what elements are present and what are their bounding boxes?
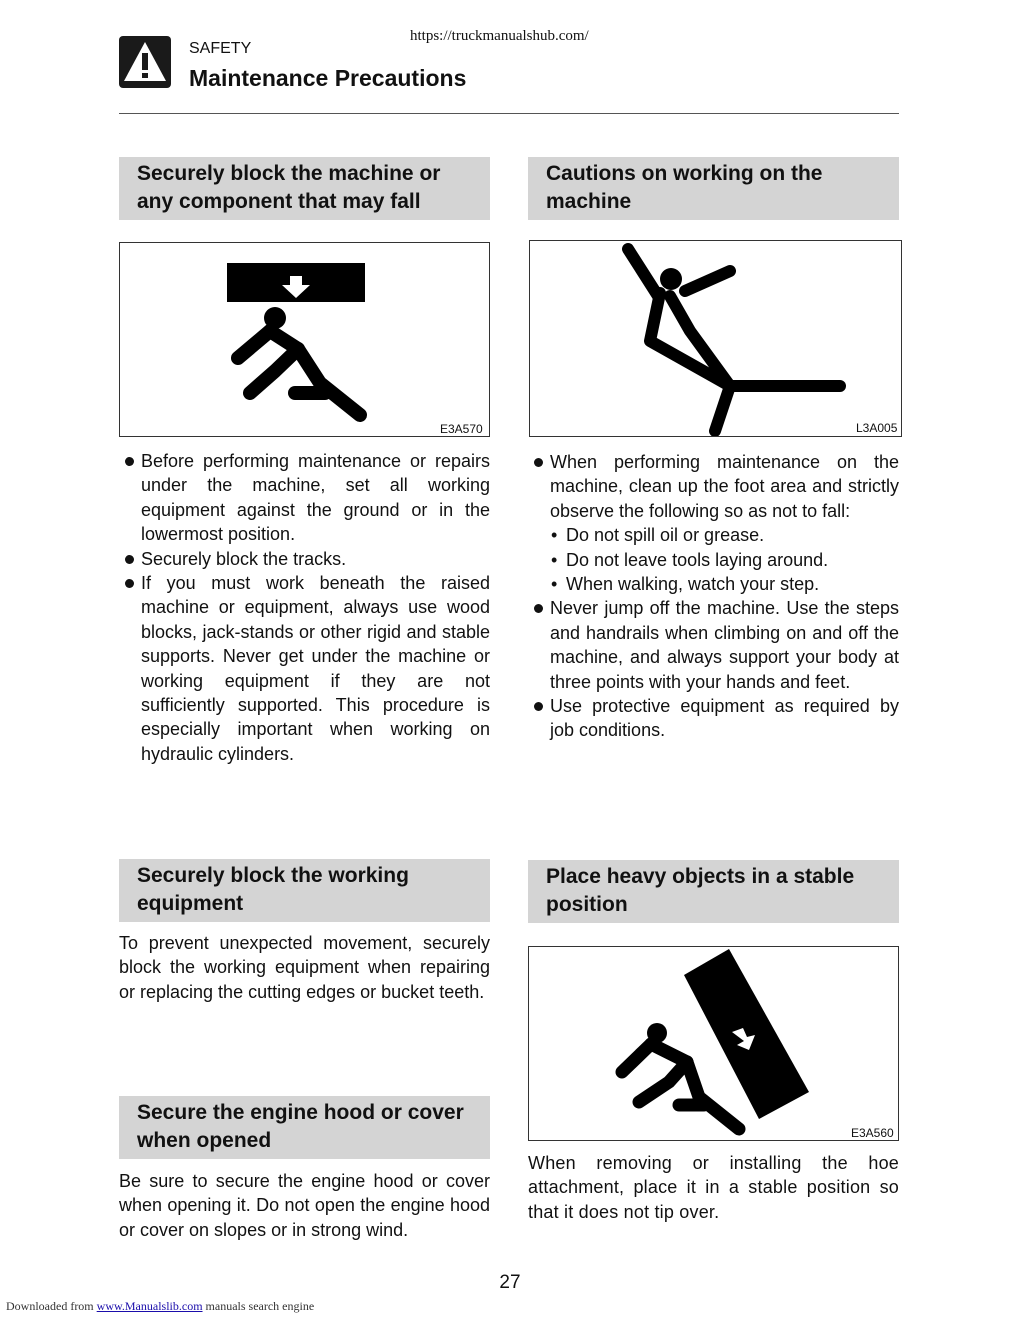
list-item: Before performing maintenance or repairs under the machine, set all working equipment against the ground or in the lowermost position.	[119, 449, 490, 547]
sub-list	[550, 523, 899, 596]
figure-code: E3A560	[851, 1126, 894, 1140]
sub-list-item: • When walking, watch your step.	[550, 572, 899, 596]
manualslib-link[interactable]: www.Manualslib.com	[96, 1299, 203, 1313]
source-url: https://truckmanualshub.com/	[410, 28, 589, 44]
section-label: SAFETY	[189, 40, 252, 57]
footer: Downloaded from www.Manualslib.com manuals search engine	[6, 1299, 315, 1313]
figure-tipping-object	[528, 946, 899, 1141]
falling-load-icon	[120, 243, 489, 436]
sub-list-item: • Do not spill oil or grease.	[550, 523, 899, 547]
heading-cautions: Cautions on working on the machine	[528, 157, 899, 220]
page-title: Maintenance Precautions	[189, 65, 467, 91]
paragraph-heavy-objects: When removing or installing the hoe attachment, place it in a stable position so that it does not tip over.	[528, 1153, 899, 1222]
slipping-person-icon	[530, 241, 901, 436]
list-item: Securely block the tracks.	[119, 547, 490, 571]
bullet-list-cautions	[528, 450, 899, 743]
warning-triangle-icon	[119, 36, 171, 88]
paragraph-working-equipment: To prevent unexpected movement, securely block the working equipment when repairing or replacing the cutting edges or bucket teeth.	[119, 933, 490, 1002]
figure-falling-load	[119, 242, 490, 437]
heading-working-equipment: Securely block the working equipment	[119, 859, 490, 922]
page-number: 27	[499, 1272, 521, 1293]
list-item: Never jump off the machine. Use the steps and handrails when climbing on and off the machine, and always support your body at three points with your hands and feet.	[528, 596, 899, 694]
tipping-object-icon	[529, 947, 898, 1140]
heading-engine-hood: Secure the engine hood or cover when opened	[119, 1096, 490, 1159]
heading-block-machine: Securely block the machine or any component that may fall	[119, 157, 490, 220]
sub-list-item: • Do not leave tools laying around.	[550, 548, 899, 572]
figure-code: L3A005	[856, 421, 898, 435]
figure-slipping-person	[529, 240, 902, 437]
paragraph-engine-hood: Be sure to secure the engine hood or cover when opening it. Do not open the engine hood or cover on slopes or in strong wind.	[119, 1171, 490, 1240]
heading-heavy-objects: Place heavy objects in a stable position	[528, 860, 899, 923]
list-item: When performing maintenance on the machine, clean up the foot area and strictly observe the following so as not to fall: • Do not spill oil or grease. • Do not leave tools laying around. • When walking, watch your step.	[528, 450, 899, 596]
list-item: If you must work beneath the raised machine or equipment, always use wood blocks, jack-stands or other rigid and stable supports. Never get under the machine or working equipment if they are not sufficiently supported. This procedure is especially important when working on hydraulic cylinders.	[119, 571, 490, 766]
bullet-list-block-machine	[119, 449, 490, 766]
list-item: Use protective equipment as required by job conditions.	[528, 694, 899, 743]
figure-code: E3A570	[440, 422, 483, 436]
header-divider	[119, 113, 899, 114]
